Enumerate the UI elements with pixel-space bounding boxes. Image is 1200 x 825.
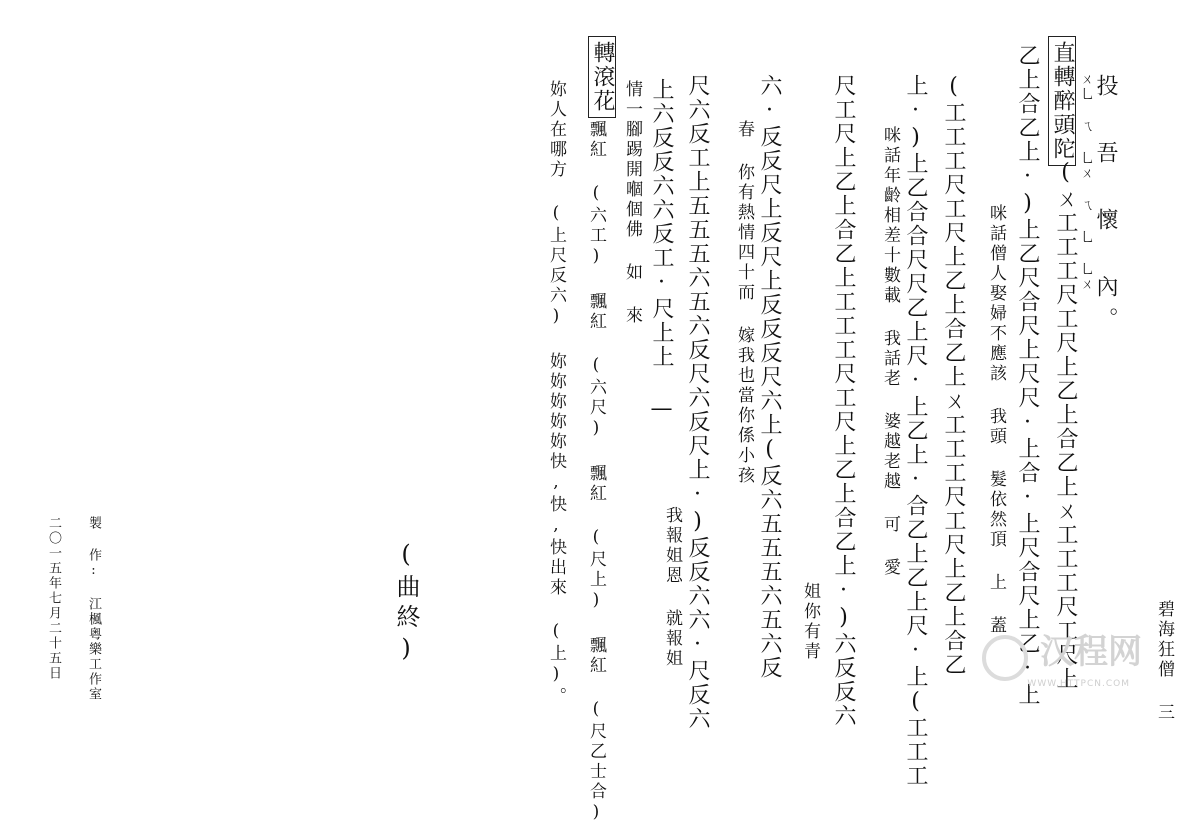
notation-line: (工工工尺工尺上乙上合乙上ㄨ工工工尺工尺上乙上合乙 (941, 74, 966, 677)
watermark-logo-icon (982, 635, 1028, 681)
lyric-line: 投 吾 懷 內。 (1093, 74, 1118, 339)
section-title-zhuan-gun-hua: 轉滾花 (588, 36, 616, 118)
production-credit: 製 作: 江楓粵樂工作室 (86, 516, 101, 702)
notation-line: ㄨ乚 ㄟ 乚ㄨ ㄟ 乚 乚ㄨ (1078, 72, 1093, 292)
ending-mark: (曲終) (392, 540, 420, 668)
lyric-line: 咪話僧人娶婦不應該 我頭 髮依然頂 上 蓋 (986, 204, 1006, 636)
lyric-line: 我報姐恩 就報姐 (662, 506, 682, 669)
notation-line: 上·)上乙合合尺尺乙上尺·上乙上·合乙上乙上尺·上(工工工 (903, 74, 928, 788)
lyric-line: 妳人在哪方 (上尺反六) 妳妳妳妳妳快,快,快出來 (上)。 (546, 80, 566, 707)
lyric-line: 姐你有青 (800, 582, 820, 662)
section-title-zhi-zhuan-zui-tou-tuo: 直轉醉頭陀 (1048, 36, 1076, 166)
notation-line: 乙上合乙上·)上乙尺合尺上尺尺·上合·上尺合尺上乙·上 (1015, 44, 1040, 707)
author-credit: 碧海狂僧 三 (1154, 600, 1174, 723)
notation-line: 尺工尺上乙上合乙上工工工尺工尺上乙上合乙上·)六反反六 (831, 74, 856, 728)
lyric-line: 飄紅 (六工) 飄紅 (六尺) 飄紅 (尺上) 飄紅 (尺乙士合) (586, 120, 606, 825)
notation-line: (ㄨ工工工尺工尺上乙上合乙上ㄨ工工工尺工尺上 (1053, 160, 1078, 691)
lyric-line: 情一腳踢開嗰個佛 如 來 (622, 80, 642, 326)
production-date: 二〇一五年七月二十五日 (46, 516, 61, 681)
watermark-url: WWW.HTTPCN.COM (1027, 679, 1130, 689)
lyric-line: 咪話年齡相差十數載 我話老 婆越老越 可 愛 (880, 126, 900, 578)
notation-line: 上六反反六六反工·尺上上 — (649, 78, 674, 423)
notation-line: 尺六反工上五五五六五六反尺六反尺上·)反反六六·尺反六 (685, 74, 710, 731)
lyric-line: 春 你有熱情四十而 嫁我也當你係小孩 (734, 120, 754, 486)
watermark-text: 汉程网 (1040, 632, 1142, 672)
notation-line: 六·反反尺上反尺上反反反尺六上(反六五五五六五六反 (757, 74, 782, 680)
